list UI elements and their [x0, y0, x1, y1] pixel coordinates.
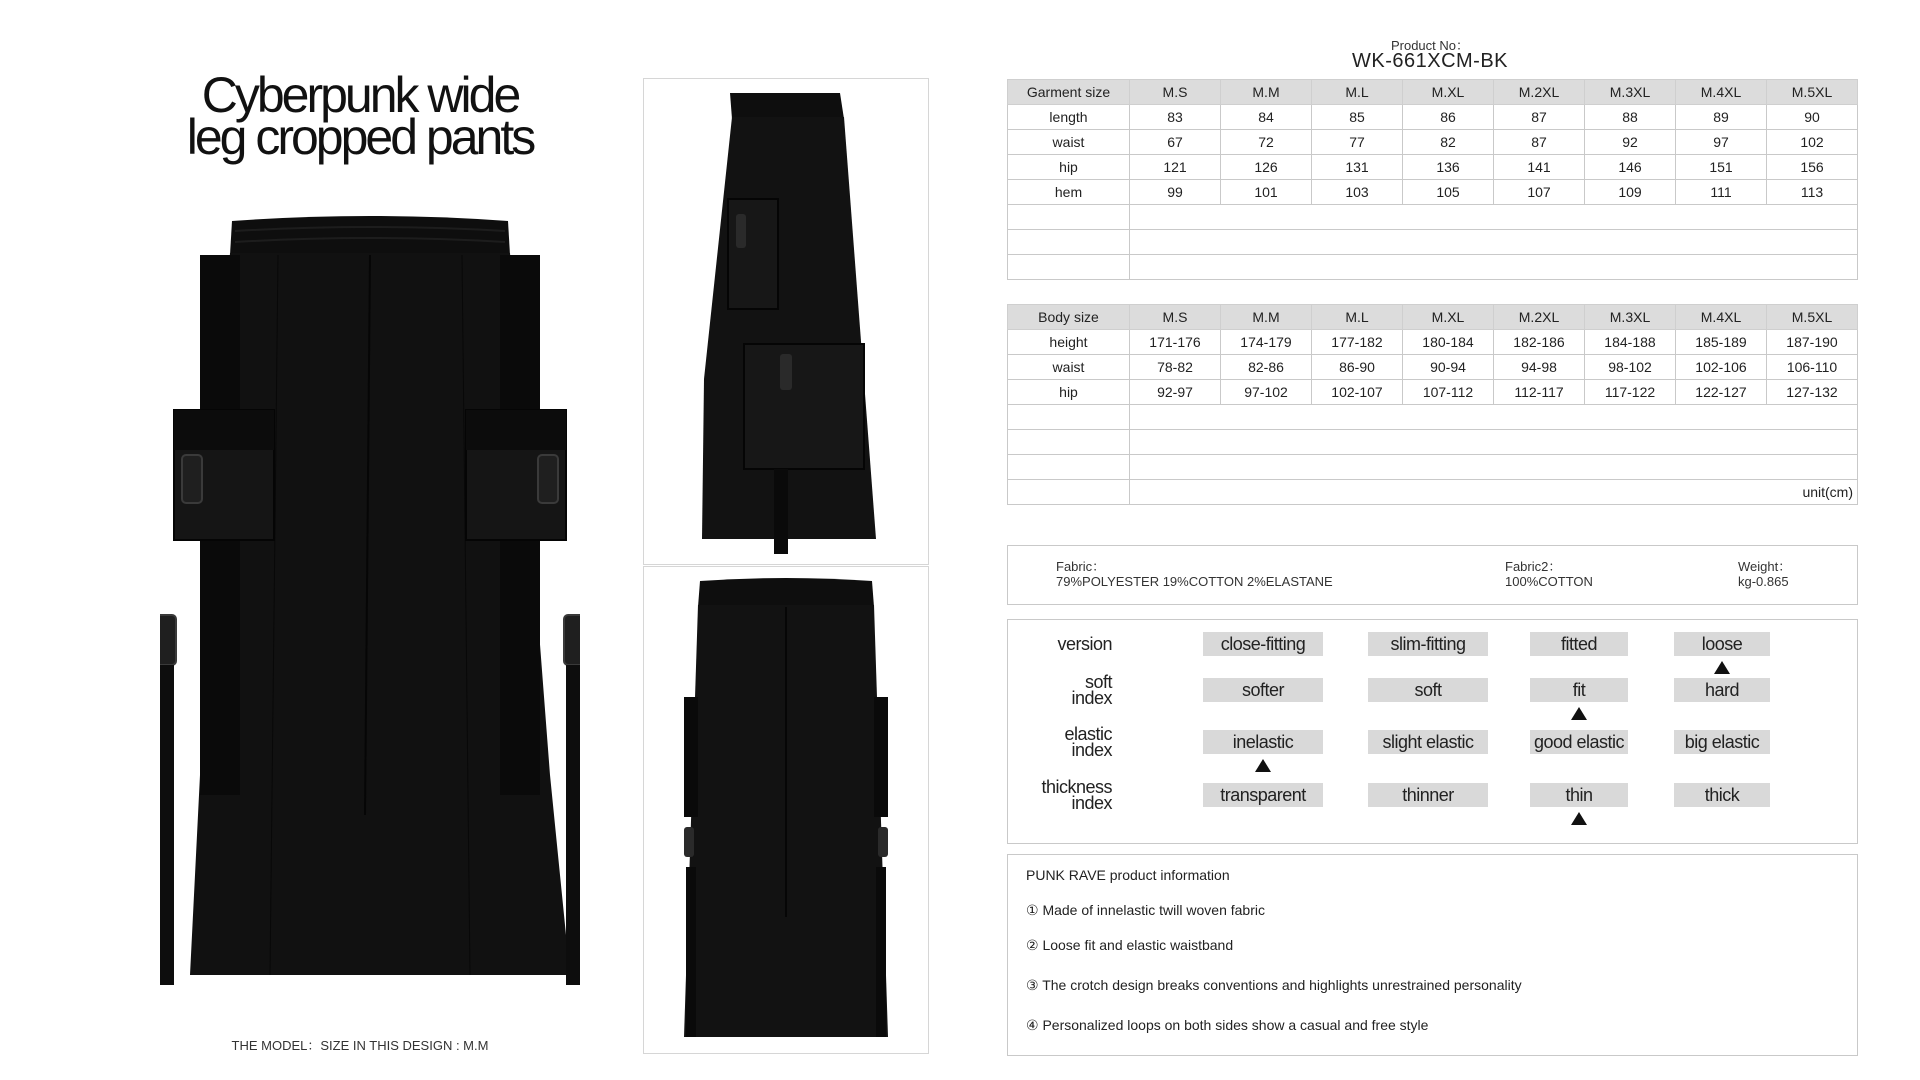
table-row	[1008, 130, 1858, 155]
blank-row	[1008, 255, 1858, 280]
size-header: M.2XL	[1494, 305, 1585, 330]
weight	[1738, 559, 1791, 589]
fit-option: fitted	[1530, 632, 1628, 656]
info-point: ④ Personalized loops on both sides show a casual and free style	[1026, 1017, 1429, 1033]
size-header: M.M	[1221, 80, 1312, 105]
table-cell: 83	[1130, 105, 1221, 130]
table-cell: 177-182	[1312, 330, 1403, 355]
table-cell: 156	[1767, 155, 1858, 180]
size-header: M.S	[1130, 80, 1221, 105]
table-cell: 171-176	[1130, 330, 1221, 355]
table-cell: 113	[1767, 180, 1858, 205]
fit-row-label	[1071, 674, 1112, 706]
table-cell: 146	[1585, 155, 1676, 180]
fit-option: loose	[1674, 632, 1770, 656]
fit-attributes-box	[1007, 619, 1858, 844]
table-cell: 105	[1403, 180, 1494, 205]
row-label: hip	[1008, 155, 1130, 180]
table-cell: 82	[1403, 130, 1494, 155]
product-no-value: WK-661XCM-BK	[1351, 50, 1509, 72]
table-cell: 89	[1676, 105, 1767, 130]
fit-row-label-line1: thickness	[1041, 777, 1112, 797]
size-header: M.XL	[1403, 305, 1494, 330]
selected-marker-icon	[1571, 812, 1587, 825]
info-point: ① Made of innelastic twill woven fabric	[1026, 902, 1265, 918]
back-product-photo	[643, 566, 929, 1054]
fabric1-value: 79%POLYESTER 19%COTTON 2%ELASTANE	[1056, 574, 1333, 589]
table-cell: 117-122	[1585, 380, 1676, 405]
table-cell: 92-97	[1130, 380, 1221, 405]
table-cell: 103	[1312, 180, 1403, 205]
table-cell: 126	[1221, 155, 1312, 180]
table-cell: 77	[1312, 130, 1403, 155]
fit-row-label-line2: index	[1071, 740, 1112, 760]
table-row	[1008, 330, 1858, 355]
fabric2-label: Fabric2：	[1505, 559, 1562, 574]
table-cell: 107	[1494, 180, 1585, 205]
table-cell: 86	[1403, 105, 1494, 130]
fabric1-label: Fabric：	[1056, 559, 1106, 574]
side-photo-drawing	[644, 79, 928, 564]
selected-marker-icon	[1714, 661, 1730, 674]
fit-option: close-fitting	[1203, 632, 1323, 656]
row-label: hem	[1008, 180, 1130, 205]
table-cell: 180-184	[1403, 330, 1494, 355]
weight-value: kg-0.865	[1738, 574, 1789, 589]
fit-option: transparent	[1203, 783, 1323, 807]
fit-option: good elastic	[1530, 730, 1628, 754]
size-header: M.4XL	[1676, 80, 1767, 105]
table-header-label: Garment size	[1008, 80, 1130, 105]
fabric1	[1056, 559, 1333, 589]
fit-option: big elastic	[1674, 730, 1770, 754]
info-point: ③ The crotch design breaks conventions and highlights unrestrained personality	[1026, 977, 1522, 993]
table-cell: 97-102	[1221, 380, 1312, 405]
table-cell: 85	[1312, 105, 1403, 130]
table-cell: 90-94	[1403, 355, 1494, 380]
size-header: M.5XL	[1767, 305, 1858, 330]
table-cell: 174-179	[1221, 330, 1312, 355]
table-cell: 106-110	[1767, 355, 1858, 380]
table-row	[1008, 155, 1858, 180]
table-cell: 86-90	[1312, 355, 1403, 380]
table-row	[1008, 180, 1858, 205]
fit-row-label	[1041, 779, 1112, 811]
table-cell: 187-190	[1767, 330, 1858, 355]
table-cell: 122-127	[1676, 380, 1767, 405]
size-header: M.L	[1312, 305, 1403, 330]
fit-option: inelastic	[1203, 730, 1323, 754]
table-cell: 109	[1585, 180, 1676, 205]
table-cell: 67	[1130, 130, 1221, 155]
table-cell: 112-117	[1494, 380, 1585, 405]
table-cell: 102-107	[1312, 380, 1403, 405]
table-cell: 111	[1676, 180, 1767, 205]
unit-label: unit(cm)	[1130, 480, 1858, 505]
fabric2-value: 100%COTTON	[1505, 574, 1593, 589]
table-cell: 182-186	[1494, 330, 1585, 355]
table-cell: 90	[1767, 105, 1858, 130]
blank-row	[1008, 230, 1858, 255]
fit-row-label-line1: version	[1057, 634, 1112, 654]
row-label: height	[1008, 330, 1130, 355]
fit-option: thick	[1674, 783, 1770, 807]
body-size-table	[1007, 304, 1858, 505]
blank-row	[1008, 430, 1858, 455]
table-cell: 101	[1221, 180, 1312, 205]
fit-row-label-line1: soft	[1084, 672, 1112, 692]
size-header: M.4XL	[1676, 305, 1767, 330]
size-header: M.M	[1221, 305, 1312, 330]
table-cell: 88	[1585, 105, 1676, 130]
fit-row-label	[1057, 636, 1112, 652]
table-cell: 84	[1221, 105, 1312, 130]
blank-row	[1008, 455, 1858, 480]
table-cell: 185-189	[1676, 330, 1767, 355]
table-cell: 87	[1494, 130, 1585, 155]
blank-row	[1008, 405, 1858, 430]
product-no-label: Product No：	[1390, 38, 1470, 53]
table-header-row	[1008, 305, 1858, 330]
selected-marker-icon	[1255, 759, 1271, 772]
table-cell: 87	[1494, 105, 1585, 130]
table-cell: 98-102	[1585, 355, 1676, 380]
table-row	[1008, 380, 1858, 405]
table-cell: 92	[1585, 130, 1676, 155]
size-header: M.S	[1130, 305, 1221, 330]
table-cell: 97	[1676, 130, 1767, 155]
fit-row-label-line2: index	[1071, 688, 1112, 708]
size-header: M.5XL	[1767, 80, 1858, 105]
row-label: hip	[1008, 380, 1130, 405]
info-heading: PUNK RAVE product information	[1026, 867, 1230, 883]
row-label: waist	[1008, 130, 1130, 155]
table-cell: 136	[1403, 155, 1494, 180]
fabric2	[1505, 559, 1593, 589]
fit-option: soft	[1368, 678, 1488, 702]
fit-option: slim-fitting	[1368, 632, 1488, 656]
fit-option: slight elastic	[1368, 730, 1488, 754]
product-info-box	[1007, 854, 1858, 1056]
info-point: ② Loose fit and elastic waistband	[1026, 937, 1234, 953]
selected-marker-icon	[1571, 707, 1587, 720]
product-title-line1: Cyberpunk wide	[201, 67, 519, 123]
table-cell: 72	[1221, 130, 1312, 155]
garment-size-table	[1007, 79, 1858, 280]
table-cell: 127-132	[1767, 380, 1858, 405]
product-title-line2: leg cropped pants	[186, 109, 534, 165]
table-cell: 94-98	[1494, 355, 1585, 380]
table-header-label: Body size	[1008, 305, 1130, 330]
fit-row-label	[1064, 726, 1112, 758]
back-photo-drawing	[644, 567, 928, 1053]
table-cell: 102-106	[1676, 355, 1767, 380]
fit-row-label-line2: index	[1071, 793, 1112, 813]
table-cell: 99	[1130, 180, 1221, 205]
weight-label: Weight：	[1738, 559, 1792, 574]
blank-row	[1008, 205, 1858, 230]
table-cell: 131	[1312, 155, 1403, 180]
table-cell: 121	[1130, 155, 1221, 180]
side-product-photo	[643, 78, 929, 565]
size-header: M.3XL	[1585, 80, 1676, 105]
table-cell: 102	[1767, 130, 1858, 155]
table-cell: 141	[1494, 155, 1585, 180]
size-header: M.L	[1312, 80, 1403, 105]
table-row	[1008, 355, 1858, 380]
fit-option: hard	[1674, 678, 1770, 702]
size-header: M.3XL	[1585, 305, 1676, 330]
table-row	[1008, 105, 1858, 130]
table-cell: 78-82	[1130, 355, 1221, 380]
table-cell: 184-188	[1585, 330, 1676, 355]
fit-option: thinner	[1368, 783, 1488, 807]
model-caption: THE MODEL：SIZE IN THIS DESIGN : M.M	[231, 1038, 489, 1053]
table-cell: 151	[1676, 155, 1767, 180]
size-header: M.XL	[1403, 80, 1494, 105]
table-cell: 107-112	[1403, 380, 1494, 405]
fit-row-label-line1: elastic	[1064, 724, 1112, 744]
fit-option: thin	[1530, 783, 1628, 807]
unit-row	[1008, 480, 1858, 505]
fabric-info-box	[1007, 545, 1858, 605]
product-title	[120, 67, 600, 165]
table-header-row	[1008, 80, 1858, 105]
size-header: M.2XL	[1494, 80, 1585, 105]
fit-option: softer	[1203, 678, 1323, 702]
front-product-photo	[160, 215, 580, 995]
table-cell: 82-86	[1221, 355, 1312, 380]
fit-option: fit	[1530, 678, 1628, 702]
row-label: length	[1008, 105, 1130, 130]
row-label: waist	[1008, 355, 1130, 380]
